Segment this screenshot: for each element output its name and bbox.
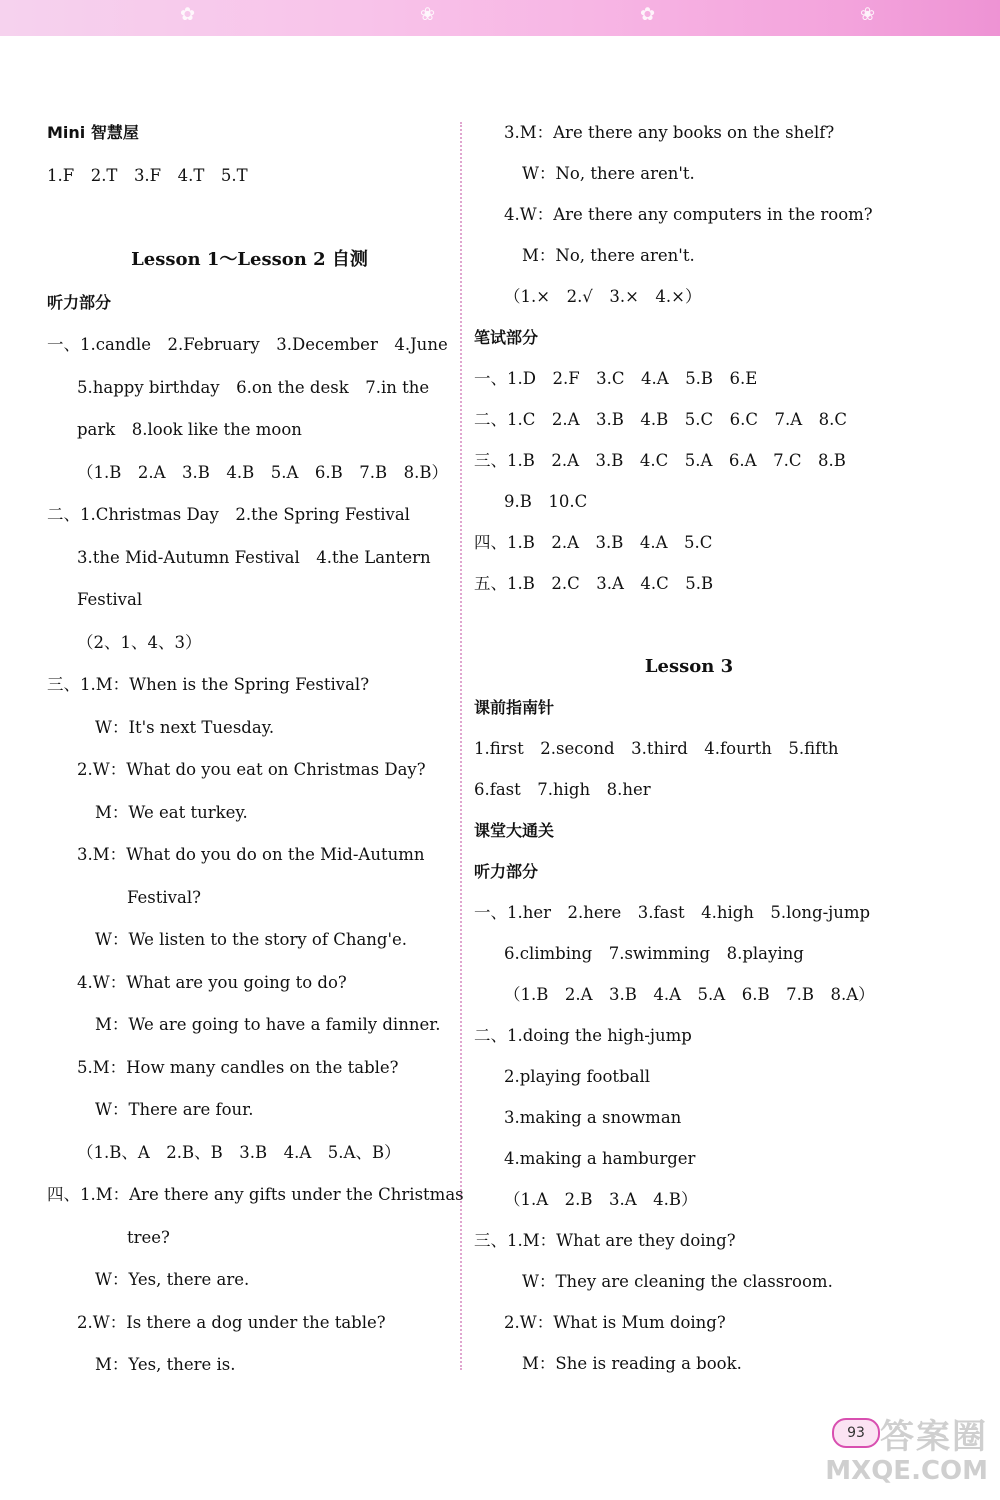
answer-line: Festival [77, 590, 143, 609]
flower-icon: ✿ [640, 4, 656, 25]
answer-line: 一、1.candle 2.February 3.December 4.June [47, 335, 448, 354]
left-column [47, 112, 464, 1387]
answer-line: M：No, there aren't. [522, 246, 695, 265]
answer-line: tree? [127, 1227, 170, 1247]
answer-line: 三、1.B 2.A 3.B 4.C 5.A 6.A 7.C 8.B [474, 451, 846, 470]
answer-line: M：She is reading a book. [522, 1354, 742, 1373]
lesson-title: Lesson 1～Lesson 2 自测 [131, 249, 368, 270]
answer-line: （1.B 2.A 3.B 4.B 5.A 6.B 7.B 8.B） [77, 462, 449, 482]
section-heading: 听力部分 [47, 292, 112, 312]
answer-line: 3.making a snowman [504, 1108, 682, 1127]
answer-line: 三、1.M：When is the Spring Festival? [47, 675, 370, 694]
section-spacer [47, 197, 452, 239]
flower-icon: ✿ [180, 4, 196, 25]
watermark-url: MXQE.COM [825, 1456, 988, 1486]
answer-line: 二、1.Christmas Day 2.the Spring Festival [47, 505, 410, 524]
page-number: 93 [832, 1418, 880, 1448]
answer-line: 2.playing football [504, 1067, 651, 1086]
flower-icon: ❀ [420, 4, 436, 25]
right-column [474, 112, 904, 1384]
section-heading: 课堂大通关 [474, 821, 555, 840]
answer-line: 9.B 10.C [504, 492, 588, 511]
section-spacer [474, 604, 904, 646]
answer-line: （1.A 2.B 3.A 4.B） [504, 1190, 698, 1209]
answer-line: W：No, there aren't. [522, 164, 695, 183]
answer-line: 4.W：Are there any computers in the room? [504, 205, 873, 224]
answer-line: M：We eat turkey. [95, 802, 248, 822]
answer-line: 2.W：What is Mum doing? [504, 1313, 726, 1332]
section-heading: 笔试部分 [474, 328, 539, 347]
answer-line: 5.happy birthday 6.on the desk 7.in the [77, 377, 430, 397]
column-divider [460, 122, 462, 1370]
answer-line: 6.climbing 7.swimming 8.playing [504, 944, 804, 963]
answer-line: （1.× 2.√ 3.× 4.×） [504, 287, 702, 306]
answer-line: 五、1.B 2.C 3.A 4.C 5.B [474, 574, 714, 593]
answer-line: 四、1.M：Are there any gifts under the Christmas [47, 1185, 464, 1204]
answer-line: （1.B、A 2.B、B 3.B 4.A 5.A、B） [77, 1142, 401, 1162]
answer-line: 1.first 2.second 3.third 4.fourth 5.fifth [474, 739, 839, 758]
answer-line: 3.the Mid-Autumn Festival 4.the Lantern [77, 547, 431, 567]
watermark-text: 答案圈 [880, 1417, 988, 1457]
answer-line: 三、1.M：What are they doing? [474, 1231, 736, 1250]
answer-line: M：We are going to have a family dinner. [95, 1015, 441, 1034]
answer-line: 3.M：What do you do on the Mid-Autumn [77, 845, 425, 864]
section-heading: 课前指南针 [474, 698, 555, 717]
answer-line: 4.W：What are you going to do? [77, 972, 347, 992]
answer-line: W：There are four. [95, 1100, 254, 1119]
answer-line: 二、1.C 2.A 3.B 4.B 5.C 6.C 7.A 8.C [474, 410, 848, 429]
answer-line: 四、1.B 2.A 3.B 4.A 5.C [474, 533, 713, 552]
lesson-title: Lesson 3 [644, 656, 734, 677]
top-decorative-band [0, 0, 1000, 36]
flower-icon: ❀ [860, 4, 876, 25]
watermark [825, 1418, 988, 1486]
answer-line: 6.fast 7.high 8.her [474, 780, 651, 799]
section-heading: Mini 智慧屋 [47, 123, 139, 142]
answer-line: 2.W：What do you eat on Christmas Day? [77, 760, 426, 779]
answer-line: （2、1、4、3） [77, 632, 202, 652]
answer-line: 2.W：Is there a dog under the table? [77, 1312, 386, 1332]
answer-line: 一、1.her 2.here 3.fast 4.high 5.long-jump [474, 903, 871, 922]
answer-line: W：They are cleaning the classroom. [522, 1272, 833, 1291]
answer-line: （1.B 2.A 3.B 4.A 5.A 6.B 7.B 8.A） [504, 985, 875, 1004]
answer-line: M：Yes, there is. [95, 1355, 236, 1374]
answer-line: Festival? [127, 887, 201, 907]
section-heading: 听力部分 [474, 862, 539, 881]
answer-line: 4.making a hamburger [504, 1149, 696, 1168]
answer-line: W：Yes, there are. [95, 1270, 250, 1289]
answer-line: 1.F 2.T 3.F 4.T 5.T [47, 165, 248, 185]
answer-line: 3.M：Are there any books on the shelf? [504, 123, 835, 142]
answer-line: 5.M：How many candles on the table? [77, 1057, 399, 1077]
answer-line: 二、1.doing the high-jump [474, 1026, 692, 1045]
answer-line: 一、1.D 2.F 3.C 4.A 5.B 6.E [474, 369, 758, 388]
answer-line: W：It's next Tuesday. [95, 717, 275, 737]
answer-line: W：We listen to the story of Chang'e. [95, 930, 408, 949]
answer-line: park 8.look like the moon [77, 420, 302, 439]
